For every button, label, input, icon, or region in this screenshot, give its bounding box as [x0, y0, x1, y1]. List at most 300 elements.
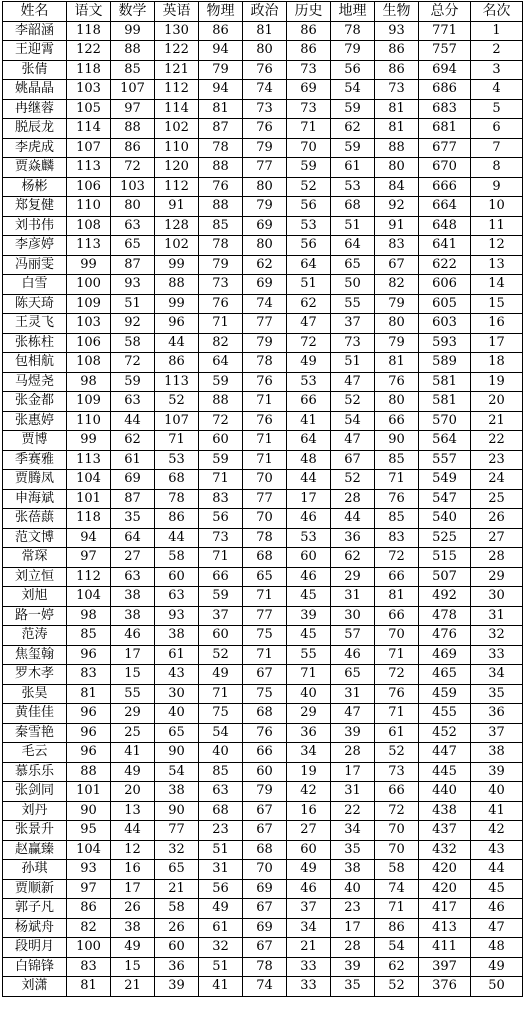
- table-row: [3, 21, 523, 41]
- physics-score-cell: 85: [199, 762, 243, 782]
- table-row: [3, 548, 523, 568]
- geography-score-cell: 39: [331, 957, 375, 977]
- history-score-cell: 34: [287, 743, 331, 763]
- physics-score-cell: 79: [199, 60, 243, 80]
- rank-cell: 18: [471, 353, 523, 373]
- total-score-cell: 540: [419, 509, 471, 529]
- math-score-cell: 87: [111, 489, 155, 509]
- rank-cell: 44: [471, 860, 523, 880]
- student-name-cell: 冉继蓉: [3, 99, 67, 119]
- table-row: [3, 372, 523, 392]
- politics-score-cell: 79: [243, 138, 287, 158]
- table-row: [3, 314, 523, 334]
- chinese-score-cell: 100: [67, 275, 111, 295]
- table-row: [3, 353, 523, 373]
- rank-cell: 13: [471, 255, 523, 275]
- rank-cell: 48: [471, 938, 523, 958]
- chinese-score-cell: 108: [67, 353, 111, 373]
- biology-score-cell: 72: [375, 548, 419, 568]
- politics-score-cell: 68: [243, 840, 287, 860]
- physics-score-cell: 51: [199, 957, 243, 977]
- politics-score-cell: 69: [243, 275, 287, 295]
- physics-score-cell: 37: [199, 606, 243, 626]
- student-name-cell: 郭子凡: [3, 899, 67, 919]
- chinese-score-cell: 94: [67, 528, 111, 548]
- geography-score-cell: 35: [331, 840, 375, 860]
- chinese-score-cell: 103: [67, 80, 111, 100]
- math-score-cell: 62: [111, 431, 155, 451]
- rank-cell: 42: [471, 821, 523, 841]
- politics-score-cell: 62: [243, 255, 287, 275]
- total-score-cell: 664: [419, 197, 471, 217]
- chinese-score-cell: 98: [67, 606, 111, 626]
- physics-score-cell: 71: [199, 314, 243, 334]
- biology-score-cell: 76: [375, 372, 419, 392]
- rank-cell: 43: [471, 840, 523, 860]
- chinese-score-cell: 99: [67, 255, 111, 275]
- chinese-score-cell: 108: [67, 216, 111, 236]
- header-rank: 名次: [471, 2, 523, 22]
- rank-cell: 14: [471, 275, 523, 295]
- history-score-cell: 21: [287, 938, 331, 958]
- politics-score-cell: 78: [243, 957, 287, 977]
- politics-score-cell: 70: [243, 470, 287, 490]
- biology-score-cell: 71: [375, 899, 419, 919]
- total-score-cell: 445: [419, 762, 471, 782]
- math-score-cell: 49: [111, 938, 155, 958]
- biology-score-cell: 83: [375, 528, 419, 548]
- rank-cell: 21: [471, 411, 523, 431]
- physics-score-cell: 59: [199, 587, 243, 607]
- english-score-cell: 90: [155, 801, 199, 821]
- total-score-cell: 581: [419, 372, 471, 392]
- total-score-cell: 525: [419, 528, 471, 548]
- total-score-cell: 469: [419, 645, 471, 665]
- geography-score-cell: 65: [331, 255, 375, 275]
- history-score-cell: 86: [287, 21, 331, 41]
- total-score-cell: 549: [419, 470, 471, 490]
- table-row: [3, 509, 523, 529]
- table-row: [3, 879, 523, 899]
- student-name-cell: 脱辰龙: [3, 119, 67, 139]
- math-score-cell: 15: [111, 957, 155, 977]
- chinese-score-cell: 109: [67, 294, 111, 314]
- table-row: [3, 294, 523, 314]
- biology-score-cell: 81: [375, 119, 419, 139]
- history-score-cell: 55: [287, 645, 331, 665]
- table-row: [3, 899, 523, 919]
- rank-cell: 27: [471, 528, 523, 548]
- rank-cell: 7: [471, 138, 523, 158]
- biology-score-cell: 80: [375, 314, 419, 334]
- history-score-cell: 60: [287, 840, 331, 860]
- rank-cell: 8: [471, 158, 523, 178]
- chinese-score-cell: 104: [67, 840, 111, 860]
- table-row: [3, 528, 523, 548]
- history-score-cell: 56: [287, 236, 331, 256]
- history-score-cell: 17: [287, 489, 331, 509]
- english-score-cell: 65: [155, 723, 199, 743]
- table-row: [3, 723, 523, 743]
- politics-score-cell: 69: [243, 216, 287, 236]
- chinese-score-cell: 98: [67, 372, 111, 392]
- chinese-score-cell: 106: [67, 177, 111, 197]
- total-score-cell: 570: [419, 411, 471, 431]
- table-row: [3, 587, 523, 607]
- physics-score-cell: 76: [199, 177, 243, 197]
- english-score-cell: 91: [155, 197, 199, 217]
- biology-score-cell: 76: [375, 684, 419, 704]
- physics-score-cell: 94: [199, 41, 243, 61]
- table-row: [3, 450, 523, 470]
- physics-score-cell: 88: [199, 158, 243, 178]
- history-score-cell: 44: [287, 470, 331, 490]
- math-score-cell: 49: [111, 762, 155, 782]
- math-score-cell: 17: [111, 879, 155, 899]
- chinese-score-cell: 90: [67, 801, 111, 821]
- biology-score-cell: 70: [375, 821, 419, 841]
- rank-cell: 40: [471, 782, 523, 802]
- chinese-score-cell: 81: [67, 977, 111, 997]
- politics-score-cell: 71: [243, 587, 287, 607]
- physics-score-cell: 41: [199, 977, 243, 997]
- biology-score-cell: 80: [375, 392, 419, 412]
- chinese-score-cell: 97: [67, 548, 111, 568]
- history-score-cell: 42: [287, 782, 331, 802]
- table-header: [3, 2, 523, 22]
- physics-score-cell: 64: [199, 353, 243, 373]
- math-score-cell: 63: [111, 392, 155, 412]
- history-score-cell: 45: [287, 626, 331, 646]
- history-score-cell: 73: [287, 60, 331, 80]
- english-score-cell: 65: [155, 860, 199, 880]
- math-score-cell: 44: [111, 821, 155, 841]
- geography-score-cell: 47: [331, 704, 375, 724]
- history-score-cell: 69: [287, 80, 331, 100]
- math-score-cell: 87: [111, 255, 155, 275]
- math-score-cell: 65: [111, 236, 155, 256]
- politics-score-cell: 80: [243, 41, 287, 61]
- student-name-cell: 范涛: [3, 626, 67, 646]
- geography-score-cell: 55: [331, 294, 375, 314]
- physics-score-cell: 51: [199, 840, 243, 860]
- politics-score-cell: 66: [243, 743, 287, 763]
- biology-score-cell: 93: [375, 21, 419, 41]
- math-score-cell: 41: [111, 743, 155, 763]
- total-score-cell: 438: [419, 801, 471, 821]
- total-score-cell: 694: [419, 60, 471, 80]
- rank-cell: 10: [471, 197, 523, 217]
- physics-score-cell: 76: [199, 294, 243, 314]
- geography-score-cell: 51: [331, 353, 375, 373]
- rank-cell: 6: [471, 119, 523, 139]
- math-score-cell: 29: [111, 704, 155, 724]
- geography-score-cell: 52: [331, 470, 375, 490]
- english-score-cell: 96: [155, 314, 199, 334]
- total-score-cell: 593: [419, 333, 471, 353]
- student-name-cell: 杨斌舟: [3, 918, 67, 938]
- geography-score-cell: 31: [331, 587, 375, 607]
- biology-score-cell: 85: [375, 450, 419, 470]
- student-name-cell: 冯丽雯: [3, 255, 67, 275]
- student-name-cell: 贾腾凤: [3, 470, 67, 490]
- table-row: [3, 957, 523, 977]
- physics-score-cell: 75: [199, 704, 243, 724]
- chinese-score-cell: 96: [67, 723, 111, 743]
- politics-score-cell: 67: [243, 899, 287, 919]
- table-row: [3, 158, 523, 178]
- history-score-cell: 47: [287, 314, 331, 334]
- table-row: [3, 606, 523, 626]
- geography-score-cell: 17: [331, 762, 375, 782]
- student-name-cell: 包相航: [3, 353, 67, 373]
- biology-score-cell: 81: [375, 99, 419, 119]
- politics-score-cell: 68: [243, 704, 287, 724]
- english-score-cell: 58: [155, 548, 199, 568]
- geography-score-cell: 37: [331, 314, 375, 334]
- physics-score-cell: 94: [199, 80, 243, 100]
- english-score-cell: 99: [155, 294, 199, 314]
- english-score-cell: 68: [155, 470, 199, 490]
- rank-cell: 37: [471, 723, 523, 743]
- rank-cell: 46: [471, 899, 523, 919]
- math-score-cell: 69: [111, 470, 155, 490]
- physics-score-cell: 79: [199, 255, 243, 275]
- header-history: 历史: [287, 2, 331, 22]
- english-score-cell: 128: [155, 216, 199, 236]
- chinese-score-cell: 86: [67, 899, 111, 919]
- total-score-cell: 622: [419, 255, 471, 275]
- rank-cell: 17: [471, 333, 523, 353]
- student-name-cell: 贾博: [3, 431, 67, 451]
- chinese-score-cell: 97: [67, 879, 111, 899]
- english-score-cell: 53: [155, 450, 199, 470]
- physics-score-cell: 81: [199, 99, 243, 119]
- english-score-cell: 90: [155, 743, 199, 763]
- physics-score-cell: 78: [199, 138, 243, 158]
- geography-score-cell: 29: [331, 567, 375, 587]
- english-score-cell: 40: [155, 704, 199, 724]
- biology-score-cell: 76: [375, 489, 419, 509]
- header-english: 英语: [155, 2, 199, 22]
- total-score-cell: 476: [419, 626, 471, 646]
- student-name-cell: 张栋柱: [3, 333, 67, 353]
- chinese-score-cell: 83: [67, 957, 111, 977]
- math-score-cell: 72: [111, 158, 155, 178]
- biology-score-cell: 91: [375, 216, 419, 236]
- math-score-cell: 16: [111, 860, 155, 880]
- score-table: [2, 1, 523, 997]
- table-body: [3, 21, 523, 996]
- geography-score-cell: 44: [331, 509, 375, 529]
- politics-score-cell: 67: [243, 821, 287, 841]
- physics-score-cell: 56: [199, 509, 243, 529]
- politics-score-cell: 80: [243, 177, 287, 197]
- history-score-cell: 19: [287, 762, 331, 782]
- table-row: [3, 489, 523, 509]
- chinese-score-cell: 104: [67, 587, 111, 607]
- chinese-score-cell: 114: [67, 119, 111, 139]
- physics-score-cell: 59: [199, 372, 243, 392]
- rank-cell: 50: [471, 977, 523, 997]
- geography-score-cell: 39: [331, 723, 375, 743]
- history-score-cell: 86: [287, 41, 331, 61]
- table-row: [3, 665, 523, 685]
- english-score-cell: 102: [155, 119, 199, 139]
- total-score-cell: 397: [419, 957, 471, 977]
- geography-score-cell: 59: [331, 138, 375, 158]
- history-score-cell: 41: [287, 411, 331, 431]
- english-score-cell: 30: [155, 684, 199, 704]
- student-name-cell: 毛云: [3, 743, 67, 763]
- english-score-cell: 110: [155, 138, 199, 158]
- geography-score-cell: 78: [331, 21, 375, 41]
- table-row: [3, 762, 523, 782]
- english-score-cell: 86: [155, 353, 199, 373]
- student-name-cell: 张景升: [3, 821, 67, 841]
- table-row: [3, 255, 523, 275]
- geography-score-cell: 28: [331, 489, 375, 509]
- total-score-cell: 440: [419, 782, 471, 802]
- math-score-cell: 59: [111, 372, 155, 392]
- student-name-cell: 陈天琦: [3, 294, 67, 314]
- math-score-cell: 107: [111, 80, 155, 100]
- total-score-cell: 547: [419, 489, 471, 509]
- rank-cell: 34: [471, 665, 523, 685]
- table-row: [3, 275, 523, 295]
- biology-score-cell: 71: [375, 470, 419, 490]
- student-name-cell: 贾焱麟: [3, 158, 67, 178]
- table-row: [3, 918, 523, 938]
- geography-score-cell: 52: [331, 392, 375, 412]
- rank-cell: 28: [471, 548, 523, 568]
- math-score-cell: 17: [111, 645, 155, 665]
- student-name-cell: 王灵飞: [3, 314, 67, 334]
- biology-score-cell: 80: [375, 158, 419, 178]
- total-score-cell: 686: [419, 80, 471, 100]
- chinese-score-cell: 96: [67, 704, 111, 724]
- history-score-cell: 64: [287, 431, 331, 451]
- english-score-cell: 86: [155, 509, 199, 529]
- history-score-cell: 66: [287, 392, 331, 412]
- english-score-cell: 60: [155, 938, 199, 958]
- geography-score-cell: 40: [331, 879, 375, 899]
- biology-score-cell: 52: [375, 977, 419, 997]
- total-score-cell: 452: [419, 723, 471, 743]
- politics-score-cell: 78: [243, 353, 287, 373]
- english-score-cell: 77: [155, 821, 199, 841]
- table-row: [3, 41, 523, 61]
- total-score-cell: 771: [419, 21, 471, 41]
- physics-score-cell: 88: [199, 197, 243, 217]
- physics-score-cell: 56: [199, 879, 243, 899]
- total-score-cell: 420: [419, 860, 471, 880]
- rank-cell: 5: [471, 99, 523, 119]
- english-score-cell: 93: [155, 606, 199, 626]
- chinese-score-cell: 110: [67, 411, 111, 431]
- biology-score-cell: 88: [375, 138, 419, 158]
- table-row: [3, 333, 523, 353]
- politics-score-cell: 67: [243, 938, 287, 958]
- total-score-cell: 666: [419, 177, 471, 197]
- history-score-cell: 71: [287, 119, 331, 139]
- total-score-cell: 413: [419, 918, 471, 938]
- chinese-score-cell: 96: [67, 645, 111, 665]
- rank-cell: 20: [471, 392, 523, 412]
- math-score-cell: 38: [111, 918, 155, 938]
- rank-cell: 30: [471, 587, 523, 607]
- geography-score-cell: 23: [331, 899, 375, 919]
- math-score-cell: 55: [111, 684, 155, 704]
- student-name-cell: 刘潇: [3, 977, 67, 997]
- english-score-cell: 114: [155, 99, 199, 119]
- rank-cell: 45: [471, 879, 523, 899]
- biology-score-cell: 81: [375, 353, 419, 373]
- politics-score-cell: 68: [243, 548, 287, 568]
- rank-cell: 4: [471, 80, 523, 100]
- physics-score-cell: 54: [199, 723, 243, 743]
- geography-score-cell: 65: [331, 665, 375, 685]
- rank-cell: 12: [471, 236, 523, 256]
- history-score-cell: 46: [287, 567, 331, 587]
- student-name-cell: 李彦婷: [3, 236, 67, 256]
- biology-score-cell: 82: [375, 275, 419, 295]
- english-score-cell: 38: [155, 626, 199, 646]
- table-row: [3, 704, 523, 724]
- geography-score-cell: 56: [331, 60, 375, 80]
- english-score-cell: 107: [155, 411, 199, 431]
- english-score-cell: 39: [155, 977, 199, 997]
- physics-score-cell: 71: [199, 548, 243, 568]
- english-score-cell: 120: [155, 158, 199, 178]
- politics-score-cell: 71: [243, 450, 287, 470]
- biology-score-cell: 72: [375, 801, 419, 821]
- biology-score-cell: 71: [375, 645, 419, 665]
- politics-score-cell: 71: [243, 392, 287, 412]
- english-score-cell: 36: [155, 957, 199, 977]
- geography-score-cell: 64: [331, 236, 375, 256]
- politics-score-cell: 76: [243, 119, 287, 139]
- geography-score-cell: 35: [331, 977, 375, 997]
- student-name-cell: 贾顺新: [3, 879, 67, 899]
- english-score-cell: 38: [155, 782, 199, 802]
- history-score-cell: 56: [287, 197, 331, 217]
- math-score-cell: 86: [111, 138, 155, 158]
- table-row: [3, 392, 523, 412]
- history-score-cell: 49: [287, 860, 331, 880]
- history-score-cell: 64: [287, 255, 331, 275]
- student-name-cell: 杨彬: [3, 177, 67, 197]
- student-name-cell: 季赛雅: [3, 450, 67, 470]
- biology-score-cell: 79: [375, 333, 419, 353]
- student-name-cell: 焦玺翰: [3, 645, 67, 665]
- biology-score-cell: 86: [375, 60, 419, 80]
- student-name-cell: 秦雪艳: [3, 723, 67, 743]
- biology-score-cell: 72: [375, 665, 419, 685]
- header-biology: 生物: [375, 2, 419, 22]
- physics-score-cell: 71: [199, 470, 243, 490]
- english-score-cell: 112: [155, 80, 199, 100]
- physics-score-cell: 61: [199, 918, 243, 938]
- chinese-score-cell: 118: [67, 21, 111, 41]
- politics-score-cell: 74: [243, 294, 287, 314]
- english-score-cell: 88: [155, 275, 199, 295]
- history-score-cell: 72: [287, 333, 331, 353]
- geography-score-cell: 68: [331, 197, 375, 217]
- student-name-cell: 张蓓蕻: [3, 509, 67, 529]
- math-score-cell: 63: [111, 216, 155, 236]
- chinese-score-cell: 82: [67, 918, 111, 938]
